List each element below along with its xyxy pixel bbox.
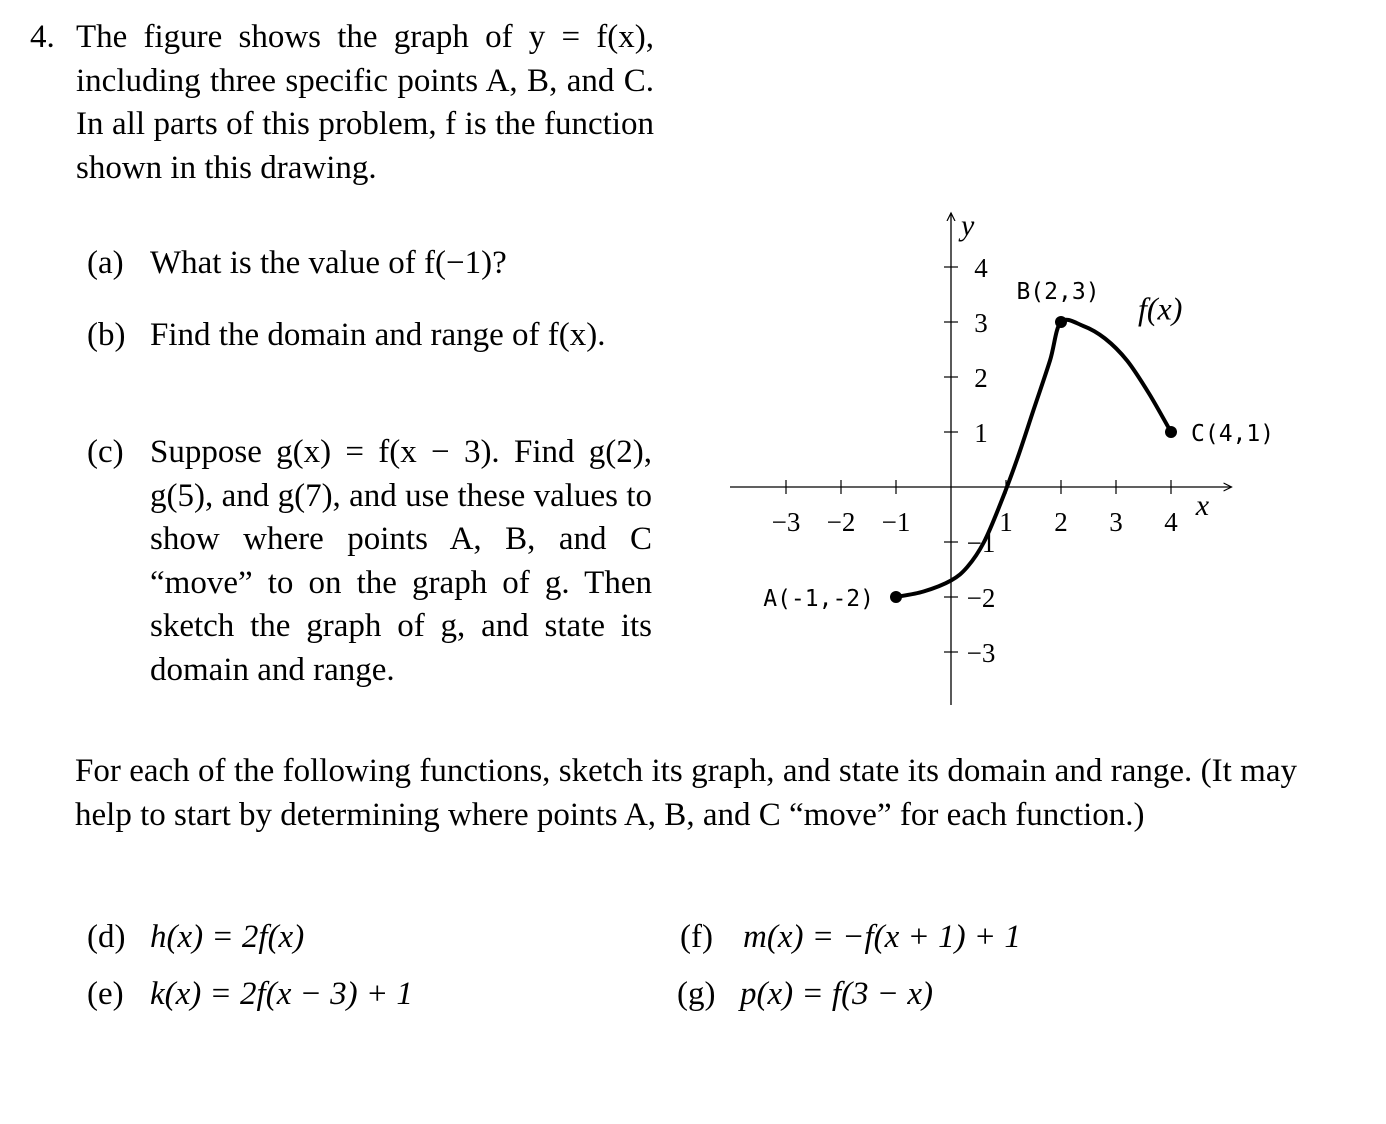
part-g-text: p(x) = f(3 − x) [740,976,933,1012]
part-f-text: m(x) = −f(x + 1) + 1 [743,919,1021,955]
part-c-label: (c) [87,434,124,470]
y-tick-label: −2 [966,583,996,613]
point-label: C(4,1) [1191,421,1275,447]
problem-number: 4. [30,19,55,55]
part-d-label: (d) [87,919,126,955]
x-tick-label: 3 [1109,507,1123,537]
x-tick-label: 1 [999,507,1013,537]
x-axis-label: x [1195,489,1210,522]
x-tick-label: −3 [771,507,801,537]
x-tick-label: −2 [826,507,856,537]
y-tick-label: 3 [974,308,988,338]
point-label: A(-1,-2) [763,586,874,612]
part-e-label: (e) [87,976,124,1012]
y-tick-label: 4 [974,253,988,283]
y-tick-label: −1 [966,528,996,558]
part-b-text: Find the domain and range of f(x). [150,317,606,353]
x-tick-label: 2 [1054,507,1068,537]
part-e-text: k(x) = 2f(x − 3) + 1 [150,976,413,1012]
y-tick-label: 2 [974,363,988,393]
point-marker [1055,316,1067,328]
part-g-label: (g) [677,976,716,1012]
part-a-text: What is the value of f(−1)? [150,245,507,281]
y-axis-label: y [961,209,975,242]
point-marker [1165,426,1177,438]
y-tick-label: 1 [974,418,988,448]
part-b-label: (b) [87,317,126,353]
part-d-text: h(x) = 2f(x) [150,919,305,955]
point-marker [890,591,902,603]
part-c-text: Suppose g(x) = f(x − 3). Find g(2), g(5), and g(7), and use these values to show where points A, B, and C “move” to on the graph of g. Then sketch the graph of g, and state its domain and range. [150,434,652,688]
part-f-label: (f) [680,919,713,955]
x-tick-label: −1 [881,507,911,537]
problem-intro: The figure shows the graph of y = f(x), including three specific points A, B, and C. In all parts of this problem, f is the function shown in this drawing. [76,19,654,186]
f-curve [896,320,1171,597]
instructions: For each of the following functions, sketch its graph, and state its domain and range. (It may help to start by determining where points A, B, and C “move” for each function.) [75,753,1297,833]
x-tick-label: 4 [1164,507,1178,537]
part-a-label: (a) [87,245,124,281]
curve-label: f(x) [1138,290,1183,327]
point-label: B(2,3) [1016,279,1100,305]
function-graph [728,205,1288,710]
y-tick-label: −3 [966,638,996,668]
curve-points [763,279,1274,612]
